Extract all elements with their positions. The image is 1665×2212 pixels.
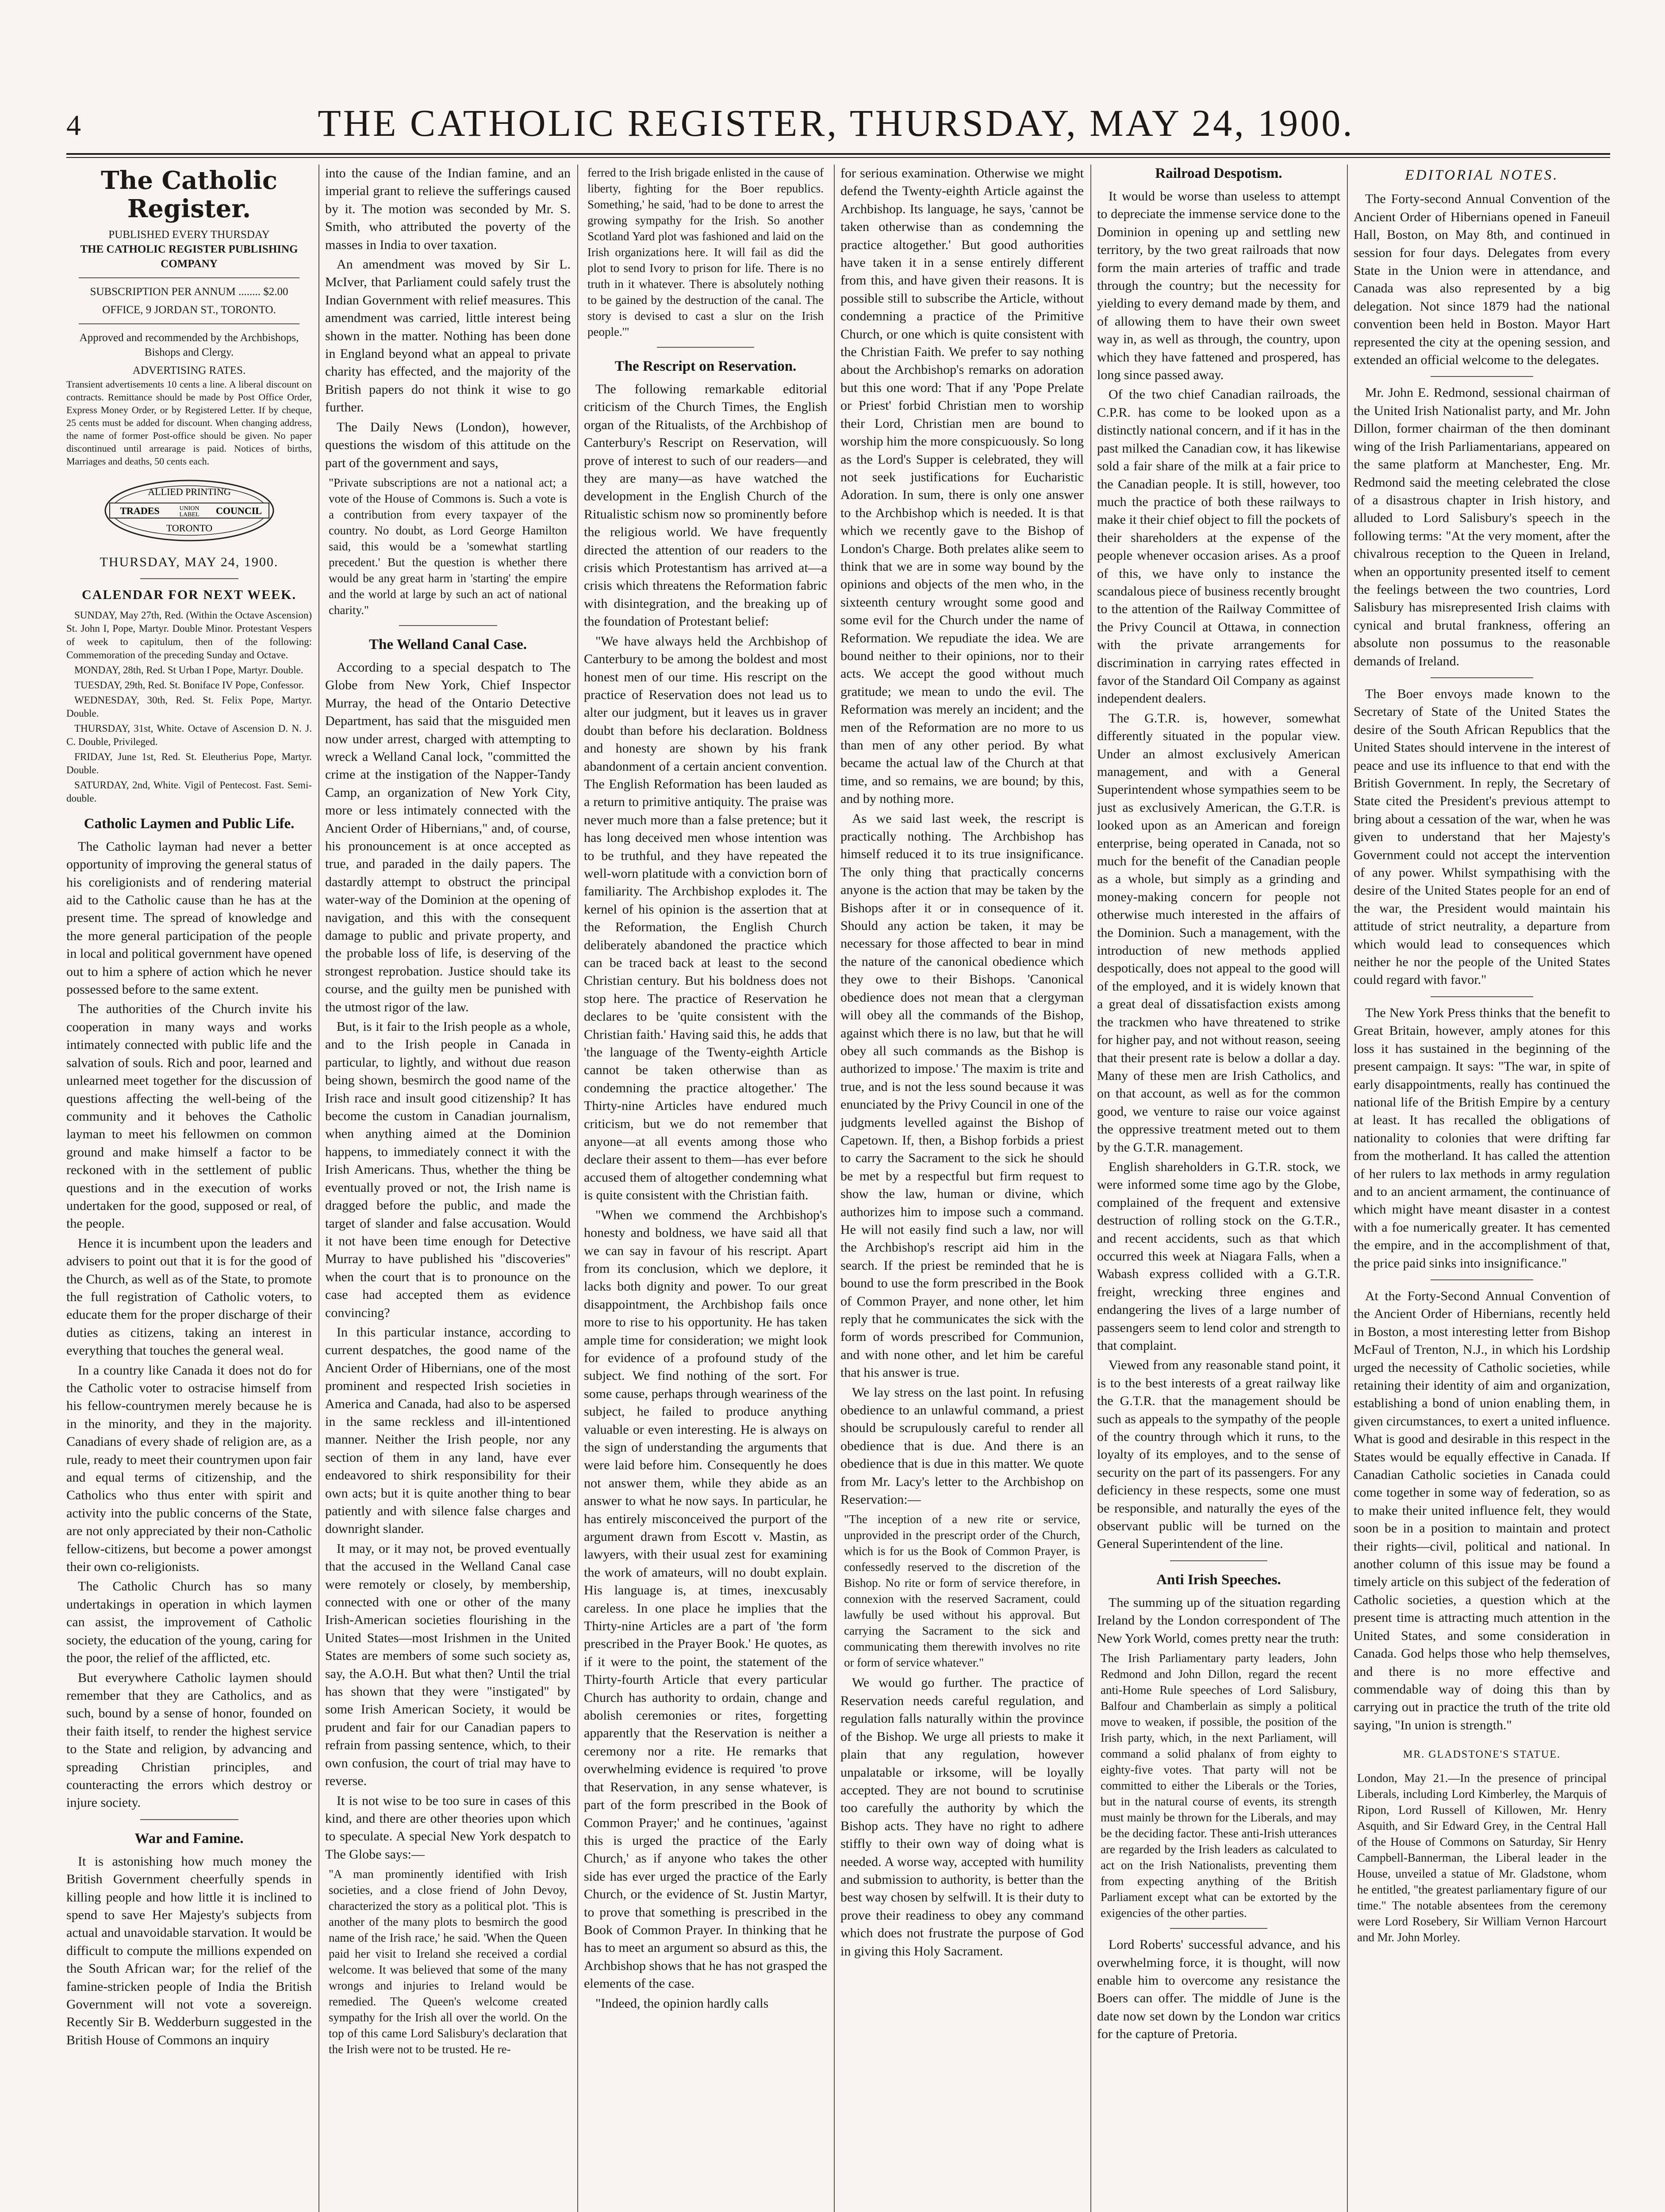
column-rule [1347,165,1348,2212]
calendar-entry: SUNDAY, May 27th, Red. (Within the Octave Ascension) St. John I, Pope, Martyr. Double Minor. Protestant Vespers of week to capitulum, then of the following: Commemoration of the preceding Sunday and Octave. [66,609,312,661]
label-left-text: TRADES [119,505,160,516]
block-quote: "The inception of a new rite or service, unprovided in the prescript order of the Church, which is for us the Book of Common Prayer, is confessedly reserved to the discretion of the Bishop. No rite or form of service therefore, in connexion with the reserved Sacrament, could lawfully be used without his approval. But carrying the Sacrament to the sick and communicating them therewith involves no rite or form of service whatever." [844,1513,1080,1670]
article-paragraph: The Catholic layman had never a better opportunity of improving the general status of his coreligionists and of rendering material aid to the Catholic cause than he has at the present time. The spread of knowledge and the more general participation of the people in local and political government have opened out to him a sphere of action which he never possessed before to the same extent. [66,839,312,997]
article-paragraph: We would go further. The practice of Reservation needs careful regulation, and regulation falls naturally within the province of the Bishop. We urge all priests to make it plain that any regulation, however unpalatable or irksome, will be loyally accepted. They are not bound to scrutinise too carefully the authority by which the Bishop acts. They have no right to adhere stiffly to their own way of doing what is needed. A worse way, accepted with humility and submission to authority, is better than the best way chosen by selfwill. It is their duty to prove their readiness to obey any command which does not frustrate the purpose of God in giving this Holy Sacrament. [840,1675,1084,1959]
issue-date: THURSDAY, MAY 24, 1900. [100,555,279,569]
divider [1431,376,1533,377]
divider [1431,677,1533,678]
publication-frequency: PUBLISHED EVERY THURSDAY [108,229,270,241]
subscription-rate: SUBSCRIPTION PER ANNUM ........ $2.00 [90,286,288,298]
column-4 [840,165,1084,2212]
divider [1170,1560,1267,1561]
office-address: OFFICE, 9 JORDAN ST., TORONTO. [102,304,276,316]
union-label-emblem [101,477,278,544]
masthead: THE CATHOLIC REGISTER, THURSDAY, MAY 24, 1900. [318,102,1354,144]
label-right-text: COUNCIL [215,505,262,516]
block-quote: "A man prominently identified with Irish societies, and a close friend of John Devoy, characterized the story as a political plot. 'This is another of the many plots to besmirch the good name of the Irish race,' he said. 'When the Queen paid her visit to Ireland she received a cordial welcome. It was believed that some of the many wrongs and injuries to Ireland would be remedied. The Queen's welcome created sympathy for the Irish all over the world. On the top of this came Lord Salisbury's declaration that the Irish were not to be trusted. He re- [329,1867,567,2056]
divider [399,625,497,626]
publisher: THE CATHOLIC REGISTER PUBLISHING COMPANY [80,243,298,270]
advertising-rates: Transient advertisements 10 cents a line. A liberal discount on contracts. Remittance should be made by Post Office Order, Express Money Order, or by Registered Letter. If by cheque, 25 cents must be added for discount. When changing address, the name of former Post-office should be given. No paper discontinued until arrearage is paid. Notices of births, Marriages and deaths, 50 cents each. [66,379,312,467]
note-paragraph: At the Forty-Second Annual Convention of the Ancient Order of Hibernians, recently held in Boston, a most interesting letter from Bishop McFaul of Trenton, N.J., in which his Lordship urged the necessity of Catholic societies, while retaining their identity of aim and organization, establishing a bond of union enabling them, in given circumstances, to exert a united influence. What is good and desirable in this respect in the States would be equally effective in Canada. If Canadian Catholic societies in Canada could come together in some way of federation, so as to make their united influence felt, they would soon be in a position to maintain and protect their rights—civil, political and national. In another column of this issue may be found a timely article on this subject of the federation of Catholic societies, a question which at the present time is attracting much attention in the United States, and some consideration in Canada. God helps those who help themselves, and there is no more effective and commendable way of doing this than by carrying out in practice the truth of the trite old saying, "In union is strength." [1354,1288,1610,1732]
calendar-entry: MONDAY, 28th, Red. St Urban I Pope, Martyr. Double. [74,664,303,676]
article-paragraph: into the cause of the Indian famine, and an imperial grant to relieve the sufferings caused by it. The motion was seconded by Mr. S. Smith, who attributed the poverty of the masses in India to over taxation. [325,166,571,252]
header-rule-thin [66,157,1610,158]
article-paragraph: The Catholic Church has so many undertakings in operation in which laymen can assist, the improvement of Catholic society, the education of the young, caring for the poor, the relief of the afflicted, etc. [66,1579,312,1666]
page-number: 4 [66,109,81,142]
article-paragraph: "We have always held the Archbishop of Canterbury to be among the boldest and most honest men of our time. His rescript on the practice of Reservation does not lead us to alter our judgment, but it leaves us in graver doubt than before his declaration. Boldness and honesty are shown by his frank abandonment of a certain ancient convention. The English Reformation has been lauded as a return to primitive antiquity. The praise was never much more than a false pretence; but it has long deceived men whose intention was to be truthful, and they have repeated the well-worn platitude with a conviction born of familiarity. The Archbishop explodes it. The kernel of his opinion is the assertion that at the Reformation, the English Church deliberately abandoned the practice which can be traced back at least to the second Christian century. But his boldness does not stop here. The practice of Reservation he declares to be 'quite consistent with the Christian faith.' Having said this, he adds that 'the language of the Twenty-eighth Article cannot be taken otherwise than as condemning the practice altogether.' The Thirty-nine Articles have endured much criticism, but we do not remember that anyone—at all events among those who declare their assent to them—has ever before accused them of altogether condemning what is quite consistent with the Christian faith. [584,634,827,1203]
label-mid-text-2: LABEL [179,511,199,518]
divider [140,1819,238,1820]
column-rule [318,165,319,2212]
article-heading: The Welland Canal Case. [369,636,527,653]
article-heading: Railroad Despotism. [1155,165,1282,181]
note-paragraph: The Boer envoys made known to the Secretary of State of the United States the desire of the South African Republics that the United States should intervene in the interest of peace and use its influence to that end with the British Government. In reply, the Secretary of State cited the President's previous attempt to bring about a cessation of the war, when he was given to understand that her Majesty's Government could not accept the intervention of any power. Whilst sympathising with the desire of the United States people for an end of the war, the President would maintain his attitude of strict neutrality, a departure from which would lead to consequences which neither he nor the people of the United States could regard with favor." [1354,686,1610,987]
article-paragraph: As we said last week, the rescript is practically nothing. The Archbishop has himself reduced it to its true insignificance. The only thing that practically concerns anyone is the action that may be taken by the Bishops after it or in consequence of it. Should any action be taken, it may be necessary for those affected to bear in mind the nature of the canonical obedience which they owe to their Bishops. 'Canonical obedience does not mean that a clergyman will obey all the commands of the Bishop, against which there is no law, but that he will obey all such commands as the Bishop is authorized to impose.' The maxim is trite and true, and is not the less sound because it was enunciated by the Privy Council in one of the judgments levelled against the Bishop of Capetown. If, then, a Bishop forbids a priest to carry the Sacrament to the sick he should be met by a respectful but firm request to show the law, human or divine, which authorizes him to impose such a command. He will not easily find such a law, nor will the Archbishop's rescript aid him in the search. If the priest be reminded that he is bound to use the form prescribed in the Book of Common Prayer, and none other, let him reply that he communicates the sick with the form of words prescribed for Communion, and with none other, and let him be careful that his answer is true. [840,811,1084,1380]
divider [1431,996,1533,997]
article-paragraph: "Indeed, the opinion hardly calls [595,1996,769,2011]
advertising-heading: ADVERTISING RATES. [132,365,246,376]
section-heading: EDITORIAL NOTES. [1405,167,1559,183]
article-paragraph: for serious examination. Otherwise we might defend the Twenty-eighth Article against the Archbishop. Its language, he says, 'cannot be taken otherwise than as condemning the practice altogether.' But good authorities have taken it in a sense entirely different from this, and have given their reasons. It is possible still to subscribe the Article, without condemning a practice of the Primitive Church, or one which is quite consistent with the Christian Faith. We prefer to say nothing about the Archbishop's remarks on adoration but this one word: That if any 'Pope Prelate or Priest' forbid Christian men to worship their Lord, Christian men are bound to worship him the more conspicuously. So long as the Lord's Supper is celebrated, they will not seek justifications for Eucharistic Adoration. In sum, there is only one answer to the Archbishop which is needed. It is that which we recently gave to the Bishop of London's Charge. Both prelates alike seem to think that we are in some way bound by the opinions and objects of the men who, in the sixteenth century wrought some good and some evil for the Church under the name of Reformation. We repudiate the idea. We are bound neither to their opinions, nor to their acts. We accept the good without much gratitude; we mean to undo the evil. The Reformation was merely an incident; and the men of the Reformation are no more to us than men of any other period. By what became the actual law of the Church at that time, and so remains, we are bound; by this, and by nothing more. [840,166,1084,806]
article-paragraph: The summing up of the situation regarding Ireland by the London correspondent of The New York World, comes pretty near the truth: [1097,1595,1340,1646]
calendar-entry: TUESDAY, 29th, Red. St. Boniface IV Pope, Confessor. [74,679,304,691]
article-paragraph: English shareholders in G.T.R. stock, we were informed some time ago by the Globe, complained of the frequent and extensive destruction of rolling stock on the G.T.R., and recent accidents, such as that which occurred this week at Niagara Falls, when a Wabash express collided with a G.T.R. freight, wrecking three engines and endangering the lives of a large number of passengers seem to lend color and strength to that complaint. [1097,1159,1340,1353]
article-paragraph: But, is it fair to the Irish people as a whole, and to the Irish people in Canada in particular, to lightly, and without due reason being shown, besmirch the good name of the Irish race and insult good citizenship? It has become the custom in Canadian journalism, when anything aimed at the Dominion happens, to immediately connect it with the Irish Americans. Thus, whether the thing be eventually proved or not, the Irish name is dragged before the public, and made the target of slander and false accusation. Would it not have been time enough for Detective Murray to have published his "discoveries" when the court that is to pronounce on the case had accepted them as evidence convincing? [325,1019,571,1320]
note-paragraph: The Forty-second Annual Convention of the Ancient Order of Hibernians opened in Faneuil Hall, Boston, on May 8th, and continued in session for four days. Delegates from every State in the Union were in attendance, and Canada was also represented by a big delegation. Not since 1879 had the national convention been held in Boston. Mayor Hart represented the city at the opening session, and extended an official welcome to the delegates. [1354,192,1610,368]
column-1 [66,165,312,2212]
article-paragraph: The G.T.R. is, however, somewhat differently situated in the popular view. Under an almost exclusively American management, and with a General Superintendent whose sympathies seem to be just as exclusively American, the G.T.R. is looked upon as an American and foreign enterprise, being operated in Canada, not so much for the benefit of the Canadian people as a whole, but simply as a grinding and money-making concern for people not otherwise much interested in the affairs of the Dominion. Such a management, with the introduction of new methods applied despotically, does not appeal to the good will of the employed, and it is widely known that a great deal of dissatisfaction exists among the trackmen who have threatened to strike for higher pay, and not without reason, seeing that their present rate is below a dollar a day. Many of these men are Irish Catholics, and on that account, as well as for the common good, we venture to raise our voice against the oppressive treatment meted out to them by the G.T.R. management. [1097,710,1340,1155]
article-heading: Anti Irish Speeches. [1156,1571,1281,1588]
calendar-list [66,609,312,805]
article-paragraph: But everywhere Catholic laymen should remember that they are Catholics, and as such, bound by a sense of honor, founded on their faith itself, to render the highest service to the State and religion, by advancing and spreading Christian principles, and counteracting the errors which destroy or injure society. [66,1670,312,1810]
note-paragraph: Mr. John E. Redmond, sessional chairman of the United Irish Nationalist party, and Mr. John Dillon, former chairman of the then dominant wing of the Irish Parliamentarians, appeared on the same platform at Manchester, Eng. Mr. Redmond said the meeting celebrated the close of a disastrous chapter in Irish history, and alluded to Lord Salisbury's speech in the following terms: "At the very moment, after the chivalrous reception to the Queen in Ireland, when an opportunity presented itself to cement the feelings between the two countries, Lord Salisbury has misrepresented Irish claims with cynical and brutal frankness, offering an absolute non possumus to the reasonable demands of Ireland. [1354,385,1610,668]
label-mid-text-1: UNION [179,505,199,512]
label-top-text: ALLIED PRINTING [147,486,231,497]
article-paragraph: An amendment was moved by Sir L. McIver, that Parliament could safely trust the Indian Government with relief measures. This amendment was carried, little interest being shown in the matter. Nothing has been done in England beyond what an appeal to private charity has effected, and the majority of the British papers do not think it wise to go further. [325,257,571,415]
block-quote: ferred to the Irish brigade enlisted in the cause of liberty, fighting for the Boer republics. Something,' he said, 'had to be done to arrest the growing sympathy for the Irish. So another Scotland Yard plot was fashioned and laid on the Irish organizations here. It will fail as did the plot to send Ivory to prison for life. There is no truth in it whatever. There is absolutely nothing to be gained by the destruction of the canal. The story is devised to cast a slur on the Irish people.'" [587,166,824,338]
paper-nameplate: The Catholic Register. [101,166,277,223]
calendar-entry: SATURDAY, 2nd, White. Vigil of Pentecost. Fast. Semi-double. [66,779,312,804]
approval-note: Approved and recommended by the Archbishops, Bishops and Clergy. [79,332,299,358]
block-quote: "Private subscriptions are not a national act; a vote of the House of Commons is. Such a vote is a contribution from every taxpayer of the country. No doubt, as Lord George Hamilton said, this would be a 'somewhat startling precedent.' But the question is whether there would be any great harm in 'starting' the empire and the world at large by such an act of national charity." [329,476,567,617]
page-header [66,101,1606,150]
news-item: London, May 21.—In the presence of principal Liberals, including Lord Kimberley, the Marquis of Ripon, Lord Russell of Killowen, Mr. Henry Asquith, and Sir Edward Grey, in the Central Hall of the House of Commons on Saturday, Sir Henry Campbell-Bannerman, the Liberal leader in the House, unveiled a statue of Mr. Gladstone, whom he entitled, "the greatest parliamentary figure of our time." The notable absentees from the ceremony were Lord Rosebery, Sir William Vernon Harcourt and Mr. John Morley. [1357,1771,1607,1944]
column-rule [834,165,835,2212]
article-paragraph: "When we commend the Archbishop's honesty and boldness, we have said all that we can say in favour of his rescript. Apart from its conclusion, which we deplore, it lacks both dignity and power. To our great disappointment, the Archbishop fails once more to rise to his opportunity. He has taken ample time for consideration; we might look for evidence of a profound study of the subject. We find nothing of the sort. For some cause, perhaps through weariness of the subject, he failed to produce anything valuable or even interesting. He is always on the sign of understanding the arguments that were laid before him. Consequently he does not answer them, while they abide as an answer to what he now says. In particular, he has entirely misconceived the purport of the argument drawn from Escott v. Mastin, as lawyers, with their usual zest for examining the work of amateurs, will no doubt explain. His language is, at times, inexcusably careless. In one place he implies that the Thirty-nine Articles are a part of 'the form prescribed in the Prayer Book.' He quotes, as if it were to the point, the statement of the Thirty-fourth Article that every particular Church has authority to ordain, change and abolish ceremonies or rites, forgetting apparently that the Reservation is neither a ceremony nor a rite. He remarks that overwhelming evidence is required 'to prove that Reservation, in any sense whatever, is part of the form prescribed in the Book of Common Prayer;' and he continues, 'against this is urged the practice of the Early Church,' as if anyone who takes the other side has ever urged the practice of the Early Church, or the evidence of St. Justin Martyr, to prove that something is prescribed in the Book of Common Prayer. In thinking that he has to meet an argument so absurd as this, the Archbishop shows that he has not grasped the elements of the case. [584,1207,827,1991]
article-paragraph: It is astonishing how much money the British Government cheerfully spends in killing people and how little it is inclined to spend to save Her Majesty's subjects from actual and unavoidable starvation. It would be difficult to compute the millions expended on the South African war; for the relief of the famine-stricken people of India the British Government will not vote a sovereign. Recently Sir B. Wedderburn suggested in the British House of Commons an inquiry [66,1854,312,2047]
article-paragraph: It is not wise to be too sure in cases of this kind, and there are other theories upon which to speculate. A special New York despatch to The Globe says:— [325,1793,571,1862]
article-paragraph: In this particular instance, according to current despatches, the good name of the Ancient Order of Hibernians, one of the most prominent and respected Irish societies in America and Canada, had also to be aspersed in the same reckless and ill-intentioned manner. Neither the Irish people, nor any section of them in any land, have ever endeavored to shirk responsibility for their own acts; but it is quite another thing to bear patiently and with silence false charges and downright slander. [325,1325,571,1536]
divider [1431,1279,1533,1280]
article-paragraph: The Daily News (London), however, questions the wisdom of this attitude on the part of the government and says, [325,419,571,470]
article-heading: MR. GLADSTONE'S STATUE. [1403,1749,1561,1761]
column-5 [1097,165,1340,2212]
calendar-entry: WEDNESDAY, 30th, Red. St. Felix Pope, Martyr. Double. [66,694,312,719]
header-rule [66,153,1610,155]
column-3 [584,165,827,2212]
divider [79,277,300,278]
column-rule [577,165,578,2212]
calendar-entry: THURSDAY, 31st, White. Octave of Ascension D. N. J. C. Double, Privileged. [66,722,312,747]
article-paragraph: According to a special despatch to The Globe from New York, Chief Inspector Murray, the head of the Ontario Detective Department, has said that the misguided men now under arrest, charged with attempting to wreck a Welland Canal lock, "committed the crime at the instigation of the Napper-Tandy Camp, an organization of New York City, more or less intimately connected with the Ancient Order of Hibernians," and, of course, his pronouncement is at once accepted as true, and paraded in the daily papers. The dastardly attempt to obstruct the principal water-way of the Dominion at the opening of navigation, and this with the consequent damage to public and private property, and the probable loss of life, is deserving of the strongest reprobation. Justice should take its course, and the guilty men be punished with the utmost rigor of the law. [325,660,571,1014]
article-paragraph: It would be worse than useless to attempt to depreciate the immense service done to the Dominion in opening up and settling new territory, by the two great railroads that now form the main arteries of traffic and trade through the country; but the necessity for yielding to every demand made by them, and of allowing them to have their own sweet way in, as well as through, the country, upon which they have fattened and prospered, has long since passed away. [1097,189,1340,383]
article-heading: War and Famine. [134,1830,244,1847]
label-bottom-text: TORONTO [166,522,212,534]
article-heading: The Rescript on Reservation. [614,358,797,374]
article-paragraph: Lord Roberts' successful advance, and his overwhelming force, it is thought, will now enable him to overcome any resistance the Boers can offer. The middle of June is the date now set down by the London war critics for the capture of Pretoria. [1097,1937,1340,2042]
article-paragraph: Of the two chief Canadian railroads, the C.P.R. has come to be looked upon as a distinctly national concern, and if it has in the past milked the Canadian cow, it has likewise sold a fair share of the milk at a fair price to the Canadian people. It is still, however, too much the practice of both these railways to make it their chief object to fill the pockets of their shareholders at the expense of the people whenever occasion arises. As a proof of this, we have only to instance the scandalous piece of business recently brought to the attention of the Railway Committee of the Privy Council at Ottawa, in connection with the private arrangements for discrimination in carrying rates effected in favor of the Standard Oil Company as against independent dealers. [1097,387,1340,706]
calendar-entry: FRIDAY, June 1st, Red. St. Eleutherius Pope, Martyr. Double. [66,751,312,776]
divider [140,578,238,579]
column-2 [325,165,571,2212]
article-paragraph: In a country like Canada it does not do for the Catholic voter to ostracise himself from his fellow-countrymen merely because he is in the minority, and they in the majority. Canadians of every shade of religion are, as a rule, ready to meet their countrymen upon fair and equal terms of citizenship, and the Catholics who thus enter with spirit and activity into the public concerns of the State, are not only appreciated by their non-Catholic fellow-citizens, but become a power amongst their own co-religionists. [66,1363,312,1575]
block-quote: The Irish Parliamentary party leaders, John Redmond and John Dillon, regard the recent anti-Home Rule speeches of Lord Salisbury, Balfour and Chamberlain as simply a political move to weaken, if possible, the position of the Irish party, which, in the next Parliament, will command a solid phalanx of from eighty to eighty-five votes. That party will not be committed to either the Liberals or the Tories, but in the natural course of events, its strength must mainly be thrown for the Liberals, and may be the deciding factor. These anti-Irish utterances are regarded by the Irish leaders as calculated to act on the Irish Nationalists, preventing them from expecting anything of the British Parliament except what can be extorted by the exigencies of the other parties. [1101,1651,1337,1920]
article-paragraph: The authorities of the Church invite his cooperation in many ways and works intimately connected with public life and the salvation of souls. Rich and poor, learned and unlearned meet together for the discussion of questions affecting the well-being of the community and it behoves the Catholic layman to meet his fellowmen on common ground and make himself a factor to be reckoned with in the settlement of public questions and in the execution of works undertaken for the good, supposed or real, of the people. [66,1002,312,1231]
article-heading: Catholic Laymen and Public Life. [84,815,295,832]
article-paragraph: Viewed from any reasonable stand point, it is to the best interests of a great railway like the G.T.R. that the management should be such as appeals to the sympathy of the people of the country through which it runs, to the loyalty of its employes, and to the sense of security on the part of its passengers. For any deficiency in these respects, some one must be responsible, and naturally the eyes of the observant public will be turned on the General Superintendent of the line. [1097,1358,1340,1551]
article-paragraph: The following remarkable editorial criticism of the Church Times, the English organ of the Ritualists, of the Archbishop of Canterbury's Rescript on Reservation, will prove of interest to such of our readers—and they are many—as have watched the development in the English Church of the Ritualistic schism now so prominently before the religious world. We have frequently directed the attention of our readers to the crisis which Protestantism has arrived at—a crisis which threatens the Reformation fabric with disintegration, and the breaking up of the foundation of Protestant belief: [584,382,827,629]
article-paragraph: It may, or it may not, be proved eventually that the accused in the Welland Canal case were remotely or closely, by membership, connected with one or other of the many Irish-American societies flourishing in the United States—most Irishmen in the United States are members of some such society as, say, the A.O.H. But what then? Until the trial has shown that they were "instigated" by some Irish American Society, it would be prudent and fair for our Canadian papers to refrain from passing sentence, which, to their own confusion, the court of trial may have to reverse. [325,1541,571,1789]
divider [79,323,300,324]
column-rule [1090,165,1091,2212]
calendar-heading: CALENDAR FOR NEXT WEEK. [82,588,296,603]
article-paragraph: Hence it is incumbent upon the leaders and advisers to point out that it is for the good of the Church, as well as of the State, to promote the full registration of Catholic voters, to educate them for the proper discharge of their duties as citizens, taking an interest in everything that touches the general weal. [66,1236,312,1358]
article-paragraph: We lay stress on the last point. In refusing obedience to an unlawful command, a priest should be scrupulously careful to render all obedience that is due. And there is an obedience that is due in this matter. We quote from Mr. Lacy's letter to the Archbishop on Reservation:— [840,1385,1084,1507]
divider [1170,1928,1267,1929]
column-6 [1354,165,1610,2212]
divider [657,347,754,348]
note-paragraph: The New York Press thinks that the benefit to Great Britain, however, amply atones for this loss it has sustained in the beginning of the present campaign. It says: "The war, in spite of early disappointments, really has continued the national life of the British Empire by a century at least. It has recalled the obligations of nationality to colonies that were drifting far from the motherland. It has called the attention of her rulers to lax methods in army regulation and to an ancient armament, the continuance of which might have meant disaster in a contest with a foe numerically greater. It has cemented the empire, and in the accomplishment of that, the price paid sinks into insignificance." [1354,1005,1610,1271]
